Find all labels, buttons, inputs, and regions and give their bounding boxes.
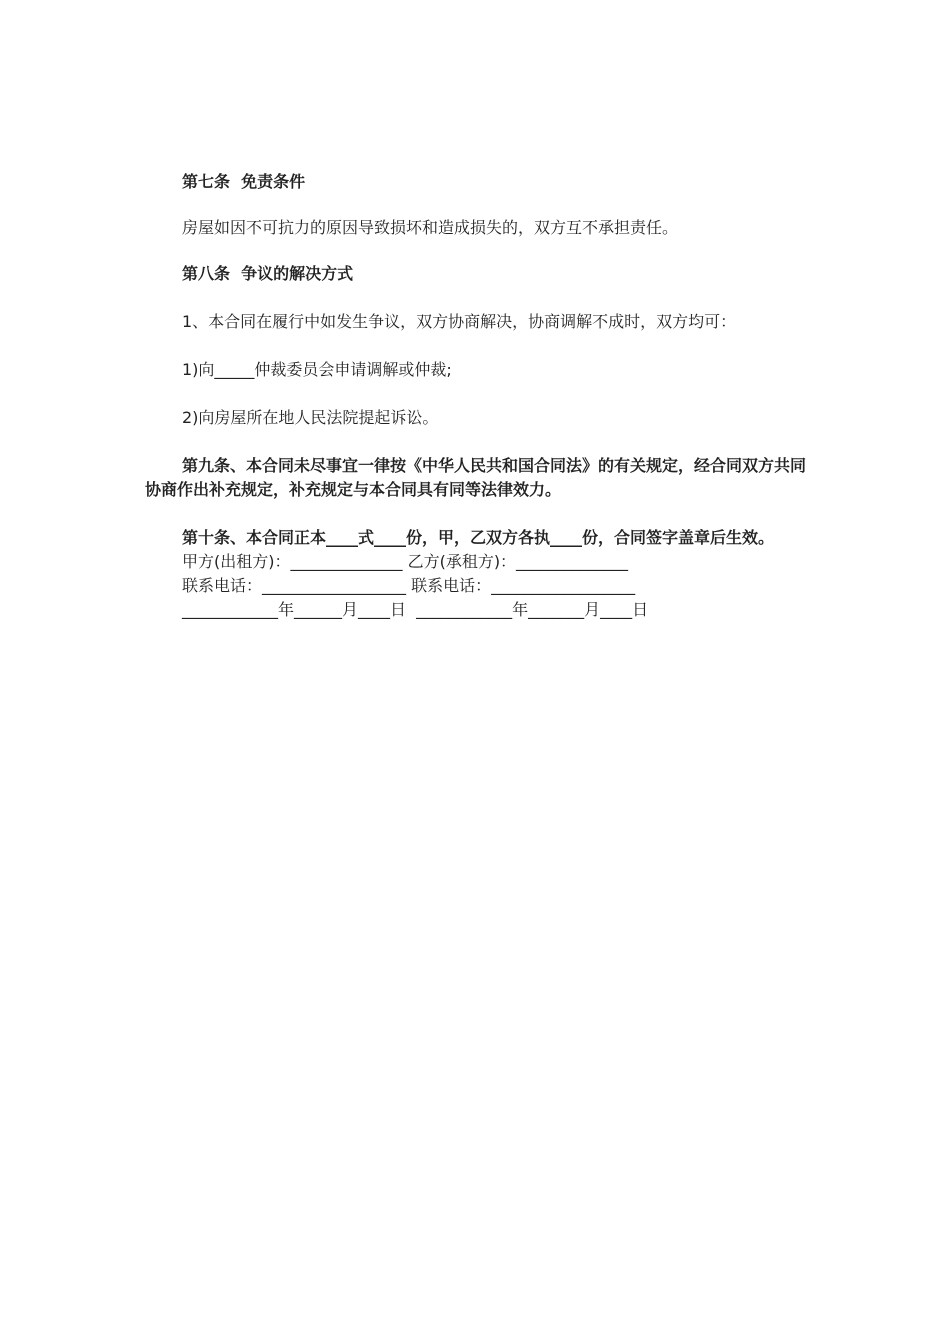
article-7-body: 房屋如因不可抗力的原因导致损坏和造成损失的，双方互不承担责任。 [182, 218, 679, 237]
article-9: 第九条、本合同未尽事宜一律按《中华人民共和国合同法》的有关规定，经合同双方共同协商作出补充规定，补充规定与本合同具有同等法律效力。 [145, 456, 807, 499]
signature-parties-line: 甲方(出租方)：______________ 乙方(承租方)：______________ [182, 552, 629, 571]
signature-phone-line: 联系电话：__________________ 联系电话：__________________ [182, 576, 636, 595]
article-7-title: 第七条 免责条件 [182, 172, 306, 191]
signature-date-line: ____________年______月____日 ____________年_______月____日 [182, 600, 649, 619]
article-8-paragraph-1: 1、本合同在履行中如发生争议，双方协商解决，协商调解不成时，双方均可： [182, 312, 737, 331]
article-8-title: 第八条 争议的解决方式 [182, 264, 354, 283]
document-page [145, 170, 810, 622]
article-8-option-1: 1)向_____仲裁委员会申请调解或仲裁; [182, 360, 452, 379]
article-8-option-2: 2)向房屋所在地人民法院提起诉讼。 [182, 408, 439, 427]
article-10: 第十条、本合同正本____式____份，甲，乙双方各执____份，合同签字盖章后生效。 [182, 528, 775, 547]
